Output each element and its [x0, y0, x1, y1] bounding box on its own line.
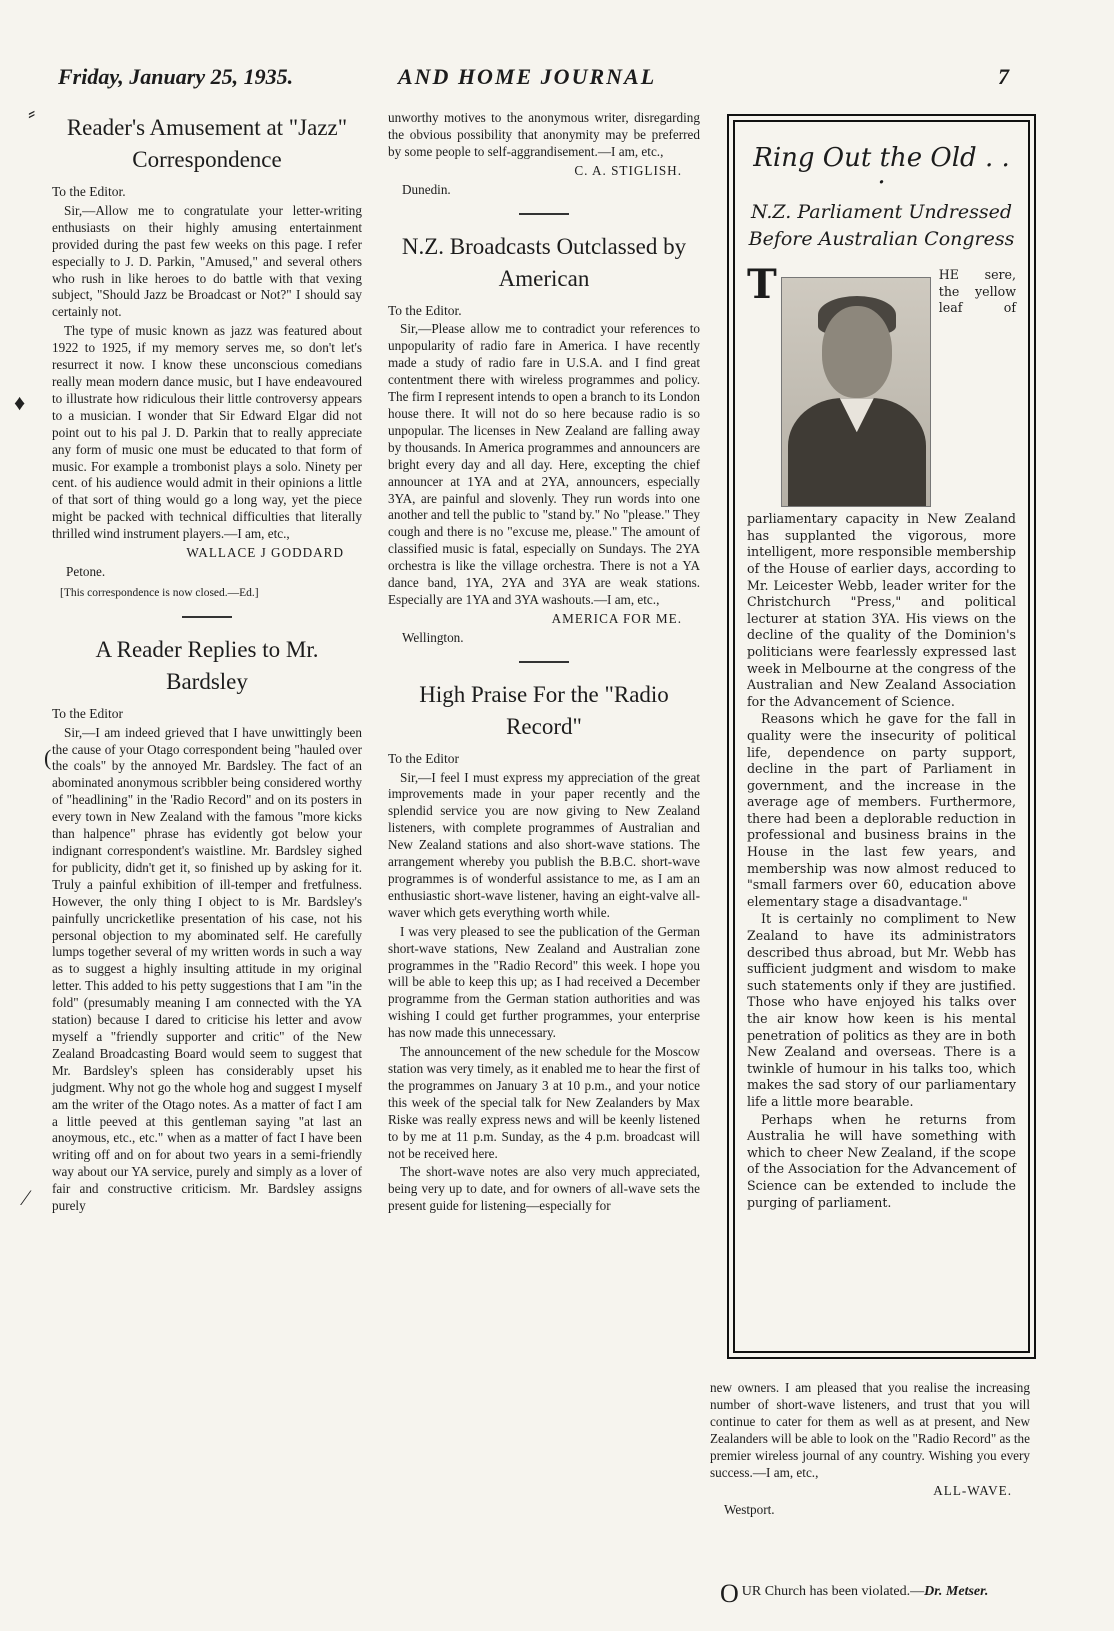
column-left — [52, 108, 362, 1217]
page-number: 7 — [998, 64, 1009, 89]
pencil-mark-icon: ( — [44, 745, 52, 770]
paragraph: The announcement of the new schedule for the Moscow station was very timely, as it enabled me to hear the first of the programmes on January 3 at 10 p.m., and your notice this week of the special talk for New Zealanders by Max Riske was really express news and will be keenly listened to by me at 11 p.m. Sunday, as the 4 p.m. broadcast will not be received here. — [388, 1044, 700, 1161]
divider — [519, 213, 569, 215]
column-right-continuation — [710, 1380, 1030, 1523]
journal-title: AND HOME JOURNAL — [398, 64, 657, 89]
letter-outclassed-headline: N.Z. Broadcasts Outclassed by American — [401, 233, 687, 291]
issue-date: Friday, January 25, 1935. — [58, 64, 294, 89]
salutation: To the Editor. — [388, 302, 462, 318]
letter-outclassed — [388, 231, 700, 647]
divider — [182, 616, 232, 618]
paragraph: It is certainly no compliment to New Zealand to have its administrators described thus abroad, but Mr. Webb has sufficient judgment and wisdom to make such statements only if they are justified. Those who have enjoyed his talks over the air know how keen is his mental penetration of politics as they are in both New Zealand and overseas. There is a twinkle of humour in his talks too, which makes the sad story of our parliamentary life a little more bearable. — [747, 911, 1016, 1109]
paragraph — [747, 261, 1016, 710]
place: Wellington. — [402, 629, 464, 645]
salutation: To the Editor. — [52, 184, 126, 199]
boxed-article — [733, 120, 1030, 1353]
paragraph: Sir,—Allow me to congratulate your letter-writing enthusiasts on their highly amusing entertainment provided during the past few weeks on this page. I refer especially to J. D. Parkin, "Amused," and several others who rush in like heroes to do battle with that vexing subject, "Should Jazz be Broadcast or Not?" I should say certainly not. — [52, 202, 362, 320]
paragraph: unworthy motives to the anonymous writer, disregarding the obvious possibility that anonymity may be preferred by some people to self-aggrandisement.—I am, etc., — [388, 110, 700, 159]
pencil-mark-icon: ⁄ — [24, 1185, 28, 1210]
drop-cap: O — [720, 1579, 739, 1608]
place: Westport. — [724, 1502, 775, 1518]
church-note-author: Dr. Metser. — [924, 1584, 989, 1599]
salutation: To the Editor — [388, 750, 460, 766]
signature: WALLACE J GODDARD — [186, 545, 344, 561]
letter-bardsley — [52, 634, 362, 1215]
pencil-mark-icon: ⸗ — [28, 100, 36, 125]
salutation: To the Editor — [52, 705, 124, 721]
letter-bardsley-continued — [388, 110, 700, 199]
place: Petone. — [66, 563, 106, 579]
boxed-subhead: N.Z. Parliament Undressed Before Australian Congress — [748, 201, 1015, 251]
letter-jazz — [52, 112, 362, 602]
church-note-text: UR Church has been violated.— — [741, 1584, 925, 1599]
signature: AMERICA FOR ME. — [551, 610, 682, 626]
church-note — [720, 1579, 1040, 1608]
portrait-photo — [781, 277, 931, 507]
paragraph: new owners. I am pleased that you realise the increasing number of short-wave listeners, and trust that you will continue to cater for them as well as at present, and New Zealanders will be able to look on the "Radio Record" as the premier wireless journal of any country. Wishing you every success.—I am, etc., — [710, 1380, 1030, 1480]
letter-bardsley-headline: A Reader Replies to Mr. Bardsley — [95, 636, 319, 694]
paragraph-text: HE sere, the yellow leaf of parliamentary capacity in New Zealand has supplanted the vigorous, more intelligent, more responsible membership of the House of earlier days, according to Mr. Leicester Webb, leader writer for the Christchurch "Press," and political lecturer at station 3YA. His views on the decline of the quality of the Dominion's politicians were fearlessly expressed last week in Melbourne at the congress of the Australian and New Zealand Association for the Advancement of Science. — [747, 267, 1016, 709]
paragraph: The type of music known as jazz was featured about 1922 to 1925, if my memory serves me, so don't let's resurrect it now. I know these unconscious comedians really mean modern dance music, but I have endeavoured to illustrate how ridiculous their little controversy appears to a musician. I wonder that Sir Edward Elgar did not point out to his pal J. D. Parkin that to really appreciate any form of music one must be educated to that form of music. For example a trombonist plays a solo. Ninety per cent. of his audience would admit in their opinions a little of that sort of thing would go a long way, yet the piece might be packed with technical difficulties that literally thrilled wind instrument players.—I am, etc., — [52, 323, 362, 542]
editor-note: [This correspondence is now closed.—Ed.] — [60, 586, 259, 599]
letter-praise-headline: High Praise For the "Radio Record" — [419, 681, 669, 739]
boxed-headline: Ring Out the Old . . . — [753, 143, 1010, 190]
place: Dunedin. — [402, 181, 451, 197]
paragraph: Reasons which he gave for the fall in quality were the insecurity of political life, dependence on party support, decline in the part of Parliament in government, and the increase in the average age of members. Furthermore, there had been a deplorable reduction in professional and business brains in the House in the last few years, and membership was now almost reduced to "small farmers over 60, education above elementary stage a disadvantage." — [747, 711, 1016, 909]
page-header — [0, 64, 1114, 94]
divider — [519, 661, 569, 663]
paragraph: Perhaps when he returns from Australia he will have something with which to cheer New Zealand, if the scope of the Association for the Advancement of Science can be extended to include the purging of parliament. — [747, 1111, 1016, 1210]
letter-jazz-headline: Reader's Amusement at "Jazz" Correspondence — [66, 115, 348, 172]
paragraph: I was very pleased to see the publication of the German short-wave stations, New Zealand and Australian zone programmes in the "Radio Record" this week. I hope you will be able to keep this up; as I had received a December programme from the German station authorities and was wishing I could get further programmes, your enterprise has now made this unnecessary. — [388, 923, 700, 1041]
paragraph: Sir,—Please allow me to contradict your references to unpopularity of radio fare in America. I have recently made a study of radio fare in U.S.A. and I find great contentment there with wireless programmes and policy. The firm I represent intends to open a branch to its London house there. It will not do so here because radio is so unpopular. The licenses in New Zealand are falling away by thousands. In America programmes and announcers are bright every day and all day. Here, excepting the chief announcer at 1YA and at 2YA, announcers, especially 3YA, are painful and slovenly. They run words into one another and tell the public to "stand by." No "please." They cough and there is no "excuse me, please." The amount of classified music is fatal, especially on Sundays. The 2YA orchestra is like the village orchestra. There is not a YA dance band, 1YA, 2YA and 3YA are weak stations. Especially are 1YA and 3YA washouts.—I am, etc., — [388, 321, 700, 607]
column-middle — [388, 110, 700, 1217]
paragraph: The short-wave notes are also very much appreciated, being very up to date, and for owners of all-wave sets the present guide for listening—especially for — [388, 1164, 700, 1214]
paragraph: Sir,—I feel I must express my appreciation of the great improvements made in your paper recently and the splendid service you are now giving to New Zealand listeners, with complete programmes of Australian and New Zealand stations and also short-wave stations. The arrangement whereby you publish the B.B.C. short-wave programmes is of wonderful assistance to me, as I am an enthusiastic short-wave listener, having an eight-valve all-waver which gets everything worth while. — [388, 769, 700, 920]
drop-cap: T — [747, 261, 777, 309]
letter-praise — [388, 679, 700, 1215]
pencil-mark-icon: ♦ — [14, 390, 26, 415]
paragraph: Sir,—I am indeed grieved that I have unwittingly been the cause of your Otago correspondent being "hauled over the coals" by the annoyed Mr. Bardsley. The fact of an abominated anonymous scribbler being considered worthy of "headlining" in the 'Radio Record" and on its posters in every town in New Zealand with the famous "more kicks than halpence" phrase has evidently got below your indignant correspondent's waistline. Mr. Bardsley sighed for publicity, didn't get it, so finished up by asking for it. Truly a painful exhibition of ill-temper and fretfulness. However, the only thing I object to is Mr. Bardsley's painfully uncricketlike presentation of his case, not his personal objection to my abominated self. He carefully lumps together several of my written words in such a way as to suggest a highly insulting attitude in my original letter. This added to his petty suggestions that I am "in the fold" (presumably meaning I am connected with the YA station) because I dared to criticise his letter and avow myself a "friendly supporter and critic" of the New Zealand Broadcasting Board would seem to suggest that Mr. Bardsley's spleen has considerably upset his judgment. Why not go the whole hog and suggest I myself am the writer of the Otago notes. As a matter of fact I am a little peeved at this gentleman saying "at last an anoymous, etc., etc." when as a matter of fact I have been writing off and on for about two years in a semi-friendly way about our YA service, purely and simply as a lover of fair and constructive criticism. Mr. Bardsley assigns purely — [52, 724, 362, 1214]
signature: C. A. STIGLISH. — [574, 162, 682, 178]
signature: ALL-WAVE. — [933, 1483, 1012, 1499]
